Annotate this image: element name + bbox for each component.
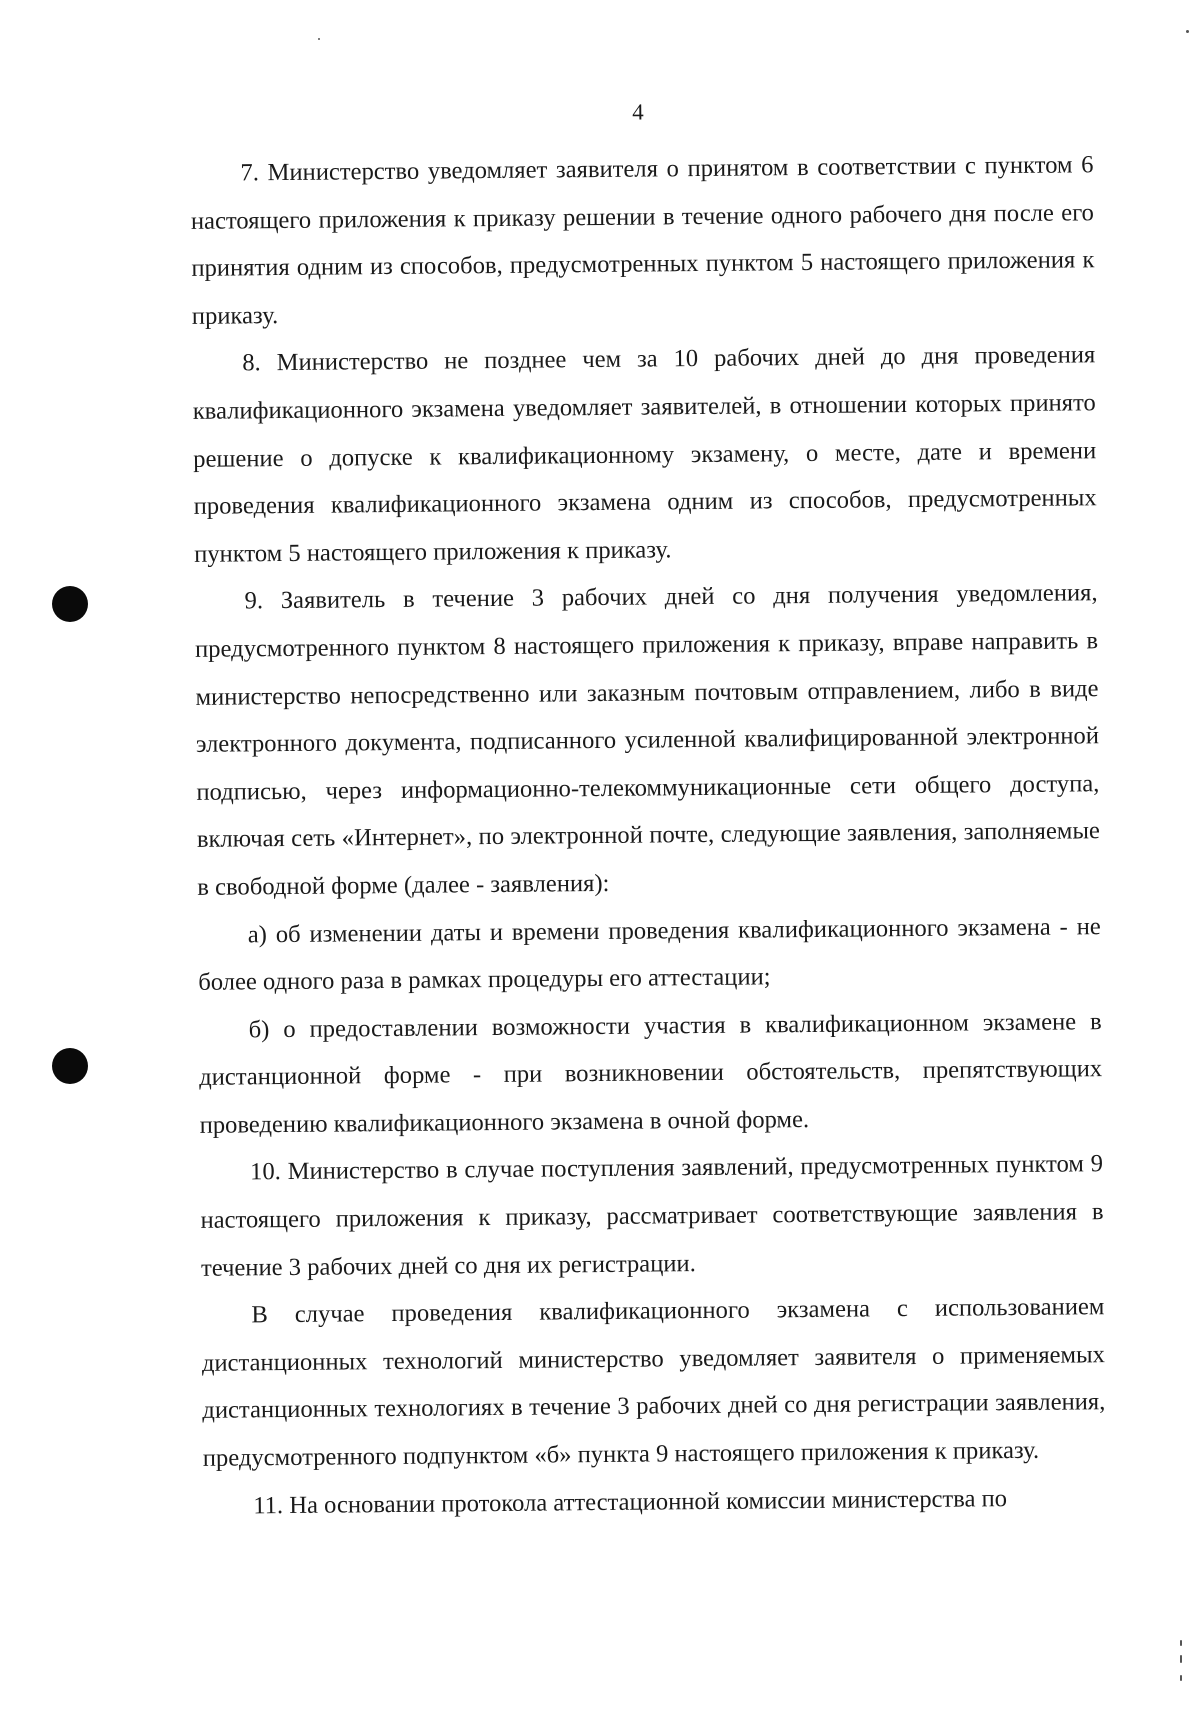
paragraph-10-continued: В случае проведения квалификационного экзамена с использованием дистанционных технологий министерство уведомляет заявителя о применяемых дистанционных технологиях в течение 3 рабочих дней со дня регистрации заявления, предусмотренного подпунктом «б» пункта 9 настоящего приложения к приказу.	[201, 1293, 1106, 1472]
scan-speck	[1180, 1675, 1182, 1681]
paragraph-11: 11. На основании протокола аттестационной комиссии министерства по	[253, 1484, 1008, 1519]
paragraph-10: 10. Министерство в случае поступления заявлений, предусмотренных пунктом 9 настоящего приложения к приказу, рассматривает соответствующие заявления в течение 3 рабочих дней со дня их регистрации.	[200, 1150, 1104, 1282]
punch-hole-icon	[52, 586, 88, 622]
subparagraph-b: б) о предоставлении возможности участия в квалификационном экзамене в дистанционной форме - при возникновении обстоятельств, препятствующих проведению квалификационного экзамена в очной форме.	[199, 1007, 1103, 1139]
paragraph-7: 7. Министерство уведомляет заявителя о принятом в соответствии с пунктом 6 настоящего приложения к приказу решении в течение одного рабочего дня после его принятия одним из способов, предусмотренных пунктом 5 настоящего приложения к приказу.	[190, 151, 1095, 330]
paragraph-9: 9. Заявитель в течение 3 рабочих дней со дня получения уведомления, предусмотренного пунктом 8 настоящего приложения к приказу, вправе направить в министерство непосредственно или заказным почтовым отправлением, либо в виде электронного документа, подписанного усиленной квалифицированной электронной подписью, через информационно-телекоммуникационные сети общего доступа, включая сеть «Интернет», по электронной почте, следующие заявления, заполняемые в свободной форме (далее - заявления):	[194, 579, 1100, 901]
subparagraph-a: а) об изменении даты и времени проведения квалификационного экзамена - не более одного раза в рамках процедуры его аттестации;	[198, 912, 1101, 996]
page-number: 4	[632, 99, 644, 125]
punch-hole-icon	[52, 1048, 88, 1084]
paragraph-8: 8. Министерство не позднее чем за 10 рабочих дней до дня проведения квалификационного экзамена уведомляет заявителей, в отношении которых принято решение о допуске к квалификационному экзамену, о месте, дате и времени проведения квалификационного экзамена одним из способов, предусмотренных пунктом 5 настоящего приложения к приказу.	[192, 341, 1097, 568]
scan-speck	[1186, 30, 1189, 33]
scan-speck	[1180, 1640, 1182, 1646]
scan-speck	[1180, 1655, 1182, 1663]
scan-speck	[318, 38, 320, 40]
document-body	[190, 141, 1106, 1530]
